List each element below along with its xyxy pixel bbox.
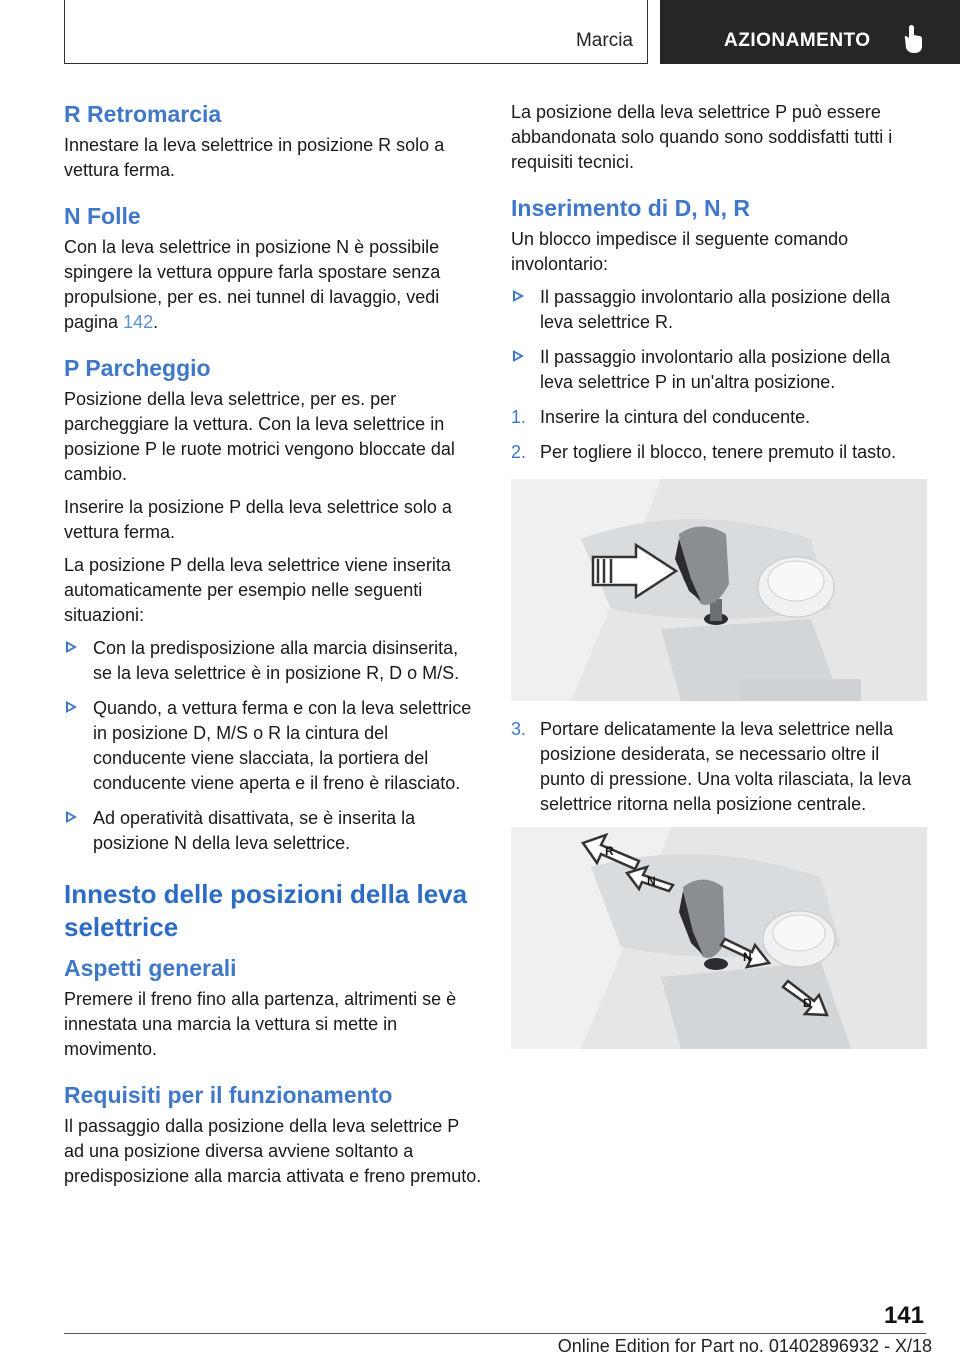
hand-pointer-icon (900, 24, 926, 54)
header-section-box (64, 0, 648, 64)
text-aspetti-generali: Premere il freno fino alla partenza, altrimenti se è innestata una marcia la vettura si mette in movimento. (64, 989, 457, 1060)
list-item: Il passaggio involontario alla posizione della leva selettrice P in un'altra posizione. (511, 345, 927, 395)
gear-lever-positions-illustration (511, 827, 927, 1049)
left-column (64, 100, 482, 1197)
page-link-142[interactable]: 142 (123, 311, 154, 332)
text-r-retromarcia: Innestare la leva selettrice in posizione R solo a vettura ferma. (64, 134, 445, 180)
list-item: Con la predisposizione alla marcia disinserita, se la leva selettrice è in posizione R, D o M/S. (64, 636, 482, 686)
position-label-r: R (605, 843, 614, 858)
heading-innesto: Innesto delle posizioni della leva selettrice (64, 878, 468, 942)
header-section-title: Marcia (575, 30, 633, 51)
text-requisiti: Il passaggio dalla posizione della leva selettrice P ad una posizione diversa avviene soltanto a predisposizione alla marcia attivata e freno premuto. (64, 1115, 482, 1186)
triangle-bullet-icon (513, 350, 524, 362)
list-item: Quando, a vettura ferma e con la leva selettrice in posizione D, M/S o R la cintura del conducente viene slacciata, la portiera del conducente viene aperta e il freno è rilasciato. (64, 696, 482, 796)
text-intro: La posizione della leva selettrice P può essere abbandonata solo quando sono soddisfatti tutti i requisiti tecnici. (511, 102, 893, 172)
triangle-bullet-icon (66, 641, 77, 653)
heading-r-retromarcia: R Retromarcia (64, 101, 222, 127)
position-label-d: D (803, 995, 812, 1010)
footer-edition: Online Edition for Part no. 01402896932 - X/18 (557, 1336, 932, 1356)
position-label-n-up: N (647, 873, 656, 888)
step-item: 1. Inserire la cintura del conducente. (511, 406, 811, 427)
list-item: Il passaggio involontario alla posizione della leva selettrice R. (511, 285, 927, 335)
gear-lever-unlock-illustration (511, 479, 927, 701)
text-inserimento-dnr: Un blocco impedisce il seguente comando involontario: (511, 228, 849, 274)
step-item: 2. Per togliere il blocco, tenere premuto il tasto. (511, 441, 897, 462)
list-item: Ad operatività disattivata, se è inserita la posizione N della leva selettrice. (64, 806, 482, 856)
page-number: 141 (883, 1302, 924, 1329)
heading-inserimento-dnr: Inserimento di D, N, R (511, 195, 750, 221)
header-chapter-title: AZIONAMENTO (724, 30, 871, 51)
list-blocked-actions (511, 285, 927, 395)
list-p-situations (64, 636, 482, 856)
heading-p-parcheggio: P Parcheggio (64, 354, 211, 381)
heading-n-folle: N Folle (64, 202, 141, 229)
heading-aspetti-generali: Aspetti generali (64, 955, 237, 982)
text-p-parcheggio-2: Inserire la posizione P della leva selettrice solo a vettura ferma. (64, 496, 452, 542)
triangle-bullet-icon (513, 290, 524, 302)
text-p-parcheggio-3: La posizione P della leva selettrice viene inserita automaticamente per esempio nelle seguenti situazioni: (64, 554, 451, 625)
heading-requisiti: Requisiti per il funzionamento (64, 1082, 393, 1109)
step-item: 3. Portare delicatamente la leva selettrice nella posizione desiderata, se necessario oltre il punto di pressione. Una volta rilasciata, la leva selettrice ritorna nella posizione centrale. (511, 718, 912, 814)
text-p-parcheggio-1: Posizione della leva selettrice, per es. per parcheggiare la vettura. Con la leva selettrice in posizione P le ruote motrici vengono bloccate dal cambio. (64, 388, 455, 484)
header-chapter-box (660, 0, 960, 64)
triangle-bullet-icon (66, 811, 77, 823)
triangle-bullet-icon (66, 701, 77, 713)
steps-list-continued (511, 717, 927, 817)
steps-list (511, 405, 927, 465)
right-column (511, 100, 927, 1065)
footer-divider (64, 1333, 926, 1334)
text-n-folle: Con la leva selettrice in posizione N è possibile spingere la vettura oppure farla spostare senza propulsione, per es. nei tunnel di lavaggio, vedi pagina 142. (64, 236, 441, 332)
position-label-n-down: N (743, 949, 752, 964)
